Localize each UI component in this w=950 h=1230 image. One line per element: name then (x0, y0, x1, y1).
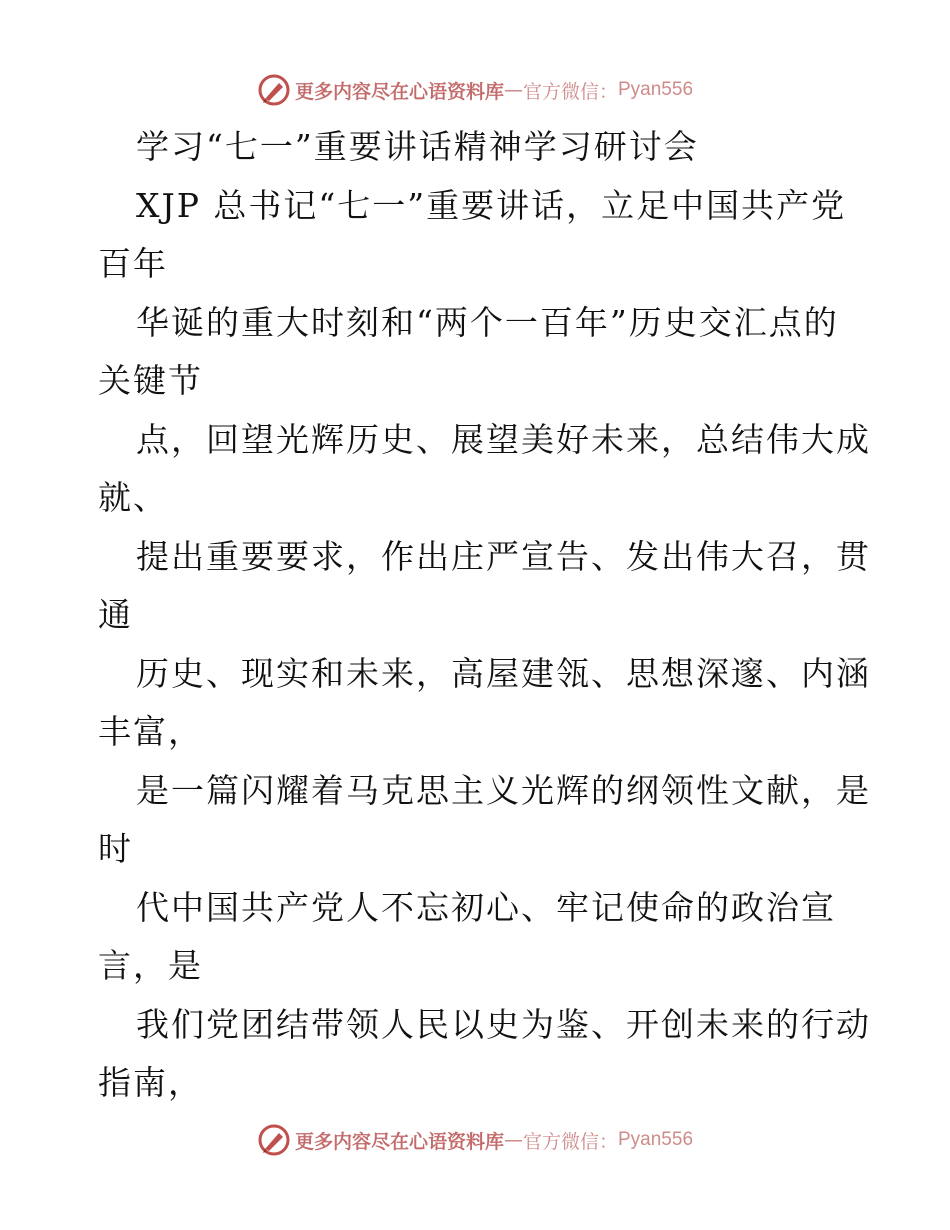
banner-wechat-id: Pyan556 (618, 79, 694, 100)
banner-brand: 更多内容尽在心语资料库 (294, 1130, 504, 1153)
text-line: 学习“七一”重要讲话精神学习研讨会 (136, 127, 699, 166)
pen-logo-icon (257, 1123, 291, 1157)
text-line: 关键节 (98, 361, 203, 400)
banner-wechat-id: Pyan556 (618, 1129, 694, 1150)
document-body (98, 118, 871, 1113)
text-line: 点，回望光辉历史、展望美好未来，总结伟大成 (136, 419, 871, 459)
text-line: 时 (98, 829, 133, 868)
banner-separator: — (503, 79, 523, 101)
banner-separator: — (503, 1129, 523, 1151)
text-line: 指南， (98, 1063, 203, 1102)
banner-wechat-label: 官方微信： (522, 1130, 618, 1153)
pen-logo-icon (257, 73, 291, 107)
text-line: 百年 (98, 244, 168, 283)
banner-wechat-label: 官方微信： (522, 80, 618, 103)
text-line: 代中国共产党人不忘初心、牢记使命的政治宣 (136, 887, 836, 927)
text-line: 丰富， (98, 712, 203, 751)
header-watermark (0, 68, 950, 112)
text-line: 提出重要要求，作出庄严宣告、发出伟大召，贯 (136, 536, 871, 576)
banner-brand: 更多内容尽在心语资料库 (294, 80, 504, 103)
text-line: 就、 (98, 478, 168, 517)
text-line: 通 (98, 595, 133, 634)
text-line: 历史、现实和未来，高屋建瓴、思想深邃、内涵 (136, 653, 871, 693)
text-line: 华诞的重大时刻和“两个一百年”历史交汇点的 (136, 302, 839, 342)
text-line: 是一篇闪耀着马克思主义光辉的纲领性文献，是 (136, 770, 871, 810)
text-line: 我们党团结带领人民以史为鉴、开创未来的行动 (136, 1004, 871, 1044)
text-line: 言，是 (98, 946, 203, 985)
footer-watermark (0, 1118, 950, 1162)
text-line: XJP 总书记“七一”重要讲话，立足中国共产党 (136, 185, 847, 225)
